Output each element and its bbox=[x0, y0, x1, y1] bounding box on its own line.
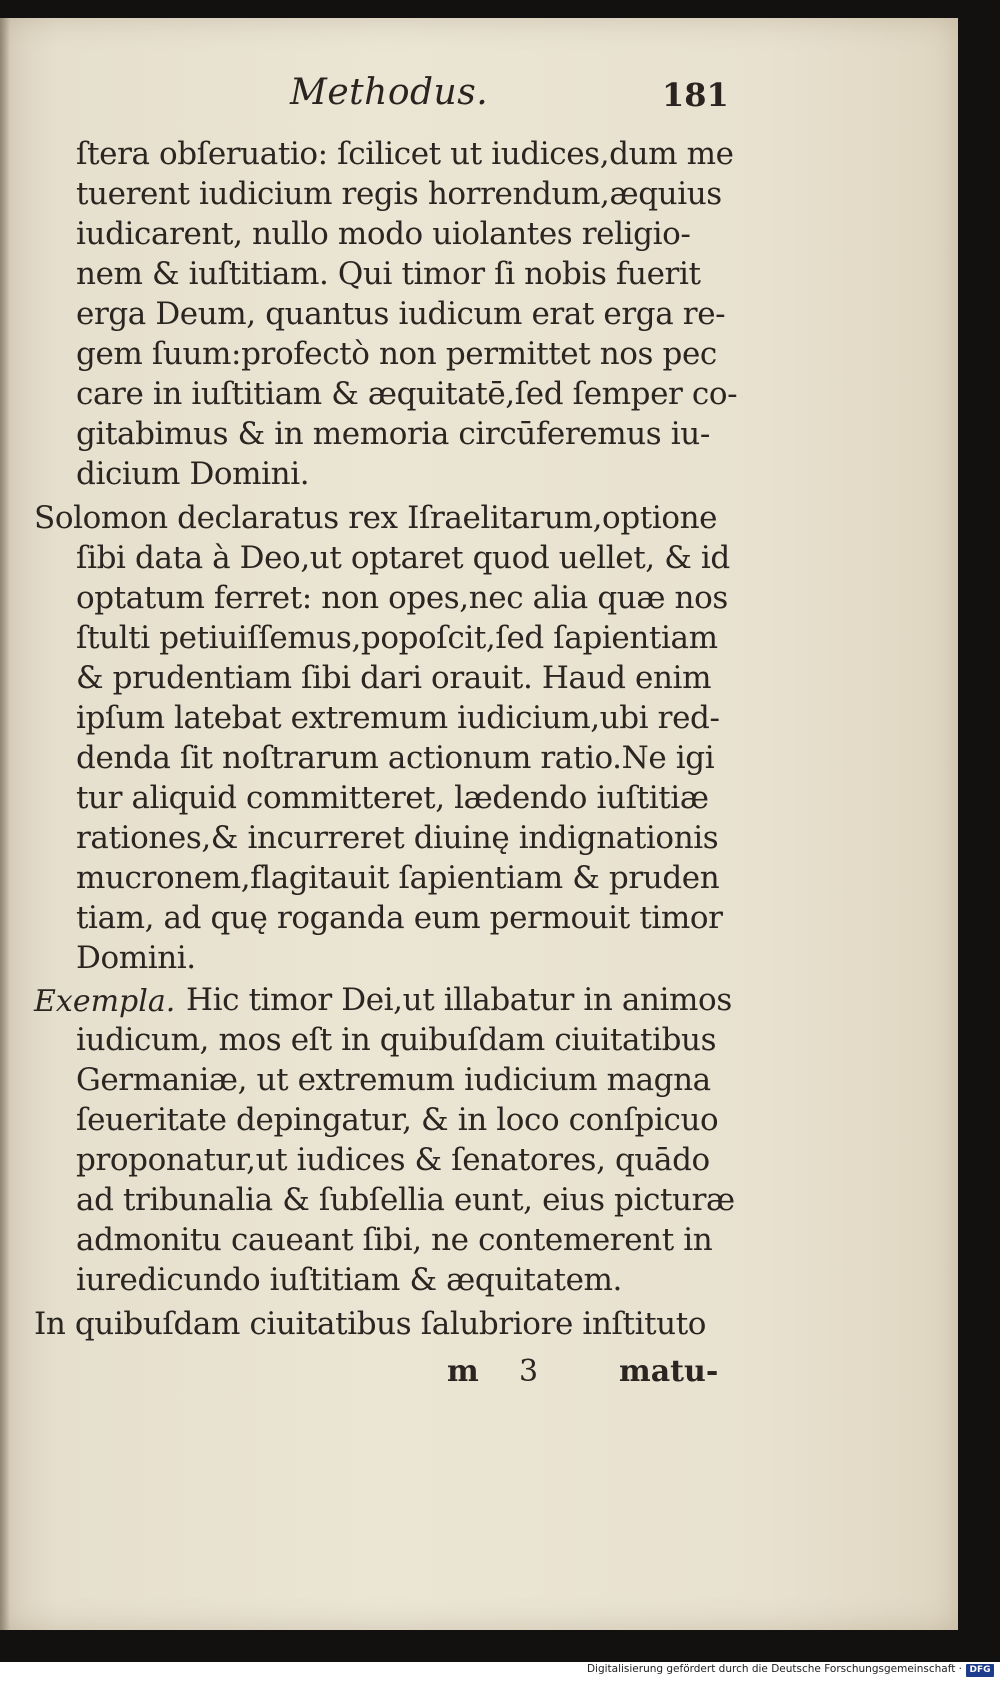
signature-number: 3 bbox=[519, 1354, 539, 1389]
text-line: nem & iuſtitiam. Qui timor ſi nobis fuerit bbox=[76, 256, 701, 292]
text-line: Germaniæ, ut extremum iudicium magna bbox=[76, 1062, 711, 1098]
text-line: Domini. bbox=[76, 940, 196, 976]
text-line: ipſum latebat extremum iudicium,ubi red- bbox=[76, 700, 720, 736]
text-line: denda ſit noſtrarum actionum ratio.Ne igi bbox=[76, 740, 715, 776]
text-line: admonitu caueant ſibi, ne contemerent in bbox=[76, 1222, 713, 1258]
text-line: In quibuſdam ciuitatibus ſalubriore inſtituto bbox=[34, 1306, 707, 1342]
text-line: ſeueritate depingatur, & in loco conſpicuo bbox=[76, 1102, 719, 1138]
catchword: matu- bbox=[619, 1354, 719, 1389]
text-line: gem ſuum:profectò non permittet nos pec bbox=[76, 336, 717, 372]
text-line: ſibi data à Deo,ut optaret quod uellet, & id bbox=[76, 540, 730, 576]
marginal-note-exempla: Exempla. bbox=[34, 984, 176, 1019]
text-line: iudicarent, nullo modo uiolantes religio- bbox=[76, 216, 691, 252]
signature-mark: m bbox=[447, 1354, 479, 1389]
text-line: erga Deum, quantus iudicum erat erga re- bbox=[76, 296, 726, 332]
text-line: mucronem,flagitauit ſapientiam & pruden bbox=[76, 860, 720, 896]
text-line: & prudentiam ſibi dari orauit. Haud enim bbox=[76, 660, 712, 696]
text-line: Hic timor Dei,ut illabatur in animos bbox=[186, 982, 732, 1018]
text-line: Solomon declaratus rex Iſraelitarum,optione bbox=[34, 500, 718, 536]
text-line: iuredicundo iuſtitiam & æquitatem. bbox=[76, 1262, 622, 1298]
running-title: Methodus. bbox=[290, 72, 489, 113]
text-line: proponatur,ut iudices & ſenatores, quādo bbox=[76, 1142, 710, 1178]
text-line: care in iuſtitiam & æquitatē,ſed ſemper co- bbox=[76, 376, 738, 412]
text-line: optatum ferret: non opes,nec alia quæ nos bbox=[76, 580, 728, 616]
text-line: tur aliquid committeret, lædendo iuſtitiæ bbox=[76, 780, 709, 816]
dfg-logo: DFG bbox=[966, 1664, 994, 1677]
text-line: dicium Domini. bbox=[76, 456, 310, 492]
text-line: tuerent iudicium regis horrendum,æquius bbox=[76, 176, 722, 212]
page-number: 181 bbox=[662, 76, 729, 114]
text-line: tiam, ad quę roganda eum permouit timor bbox=[76, 900, 723, 936]
text-line: ad tribunalia & ſubſellia eunt, eius picturæ bbox=[76, 1182, 735, 1218]
text-line: ſtera obſeruatio: ſcilicet ut iudices,dum me bbox=[76, 136, 734, 172]
text-line: rationes,& incurreret diuinę indignationis bbox=[76, 820, 719, 856]
text-line: iudicum, mos eſt in quibuſdam ciuitatibus bbox=[76, 1022, 717, 1058]
footer-credit: Digitalisierung gefördert durch die Deutsche Forschungsgemeinschaft · bbox=[586, 1663, 962, 1675]
text-line: ſtulti petiuiſſemus,popoſcit,ſed ſapientiam bbox=[76, 620, 718, 656]
text-line: gitabimus & in memoria circūferemus iu- bbox=[76, 416, 710, 452]
page-gutter-shadow bbox=[0, 18, 10, 1630]
